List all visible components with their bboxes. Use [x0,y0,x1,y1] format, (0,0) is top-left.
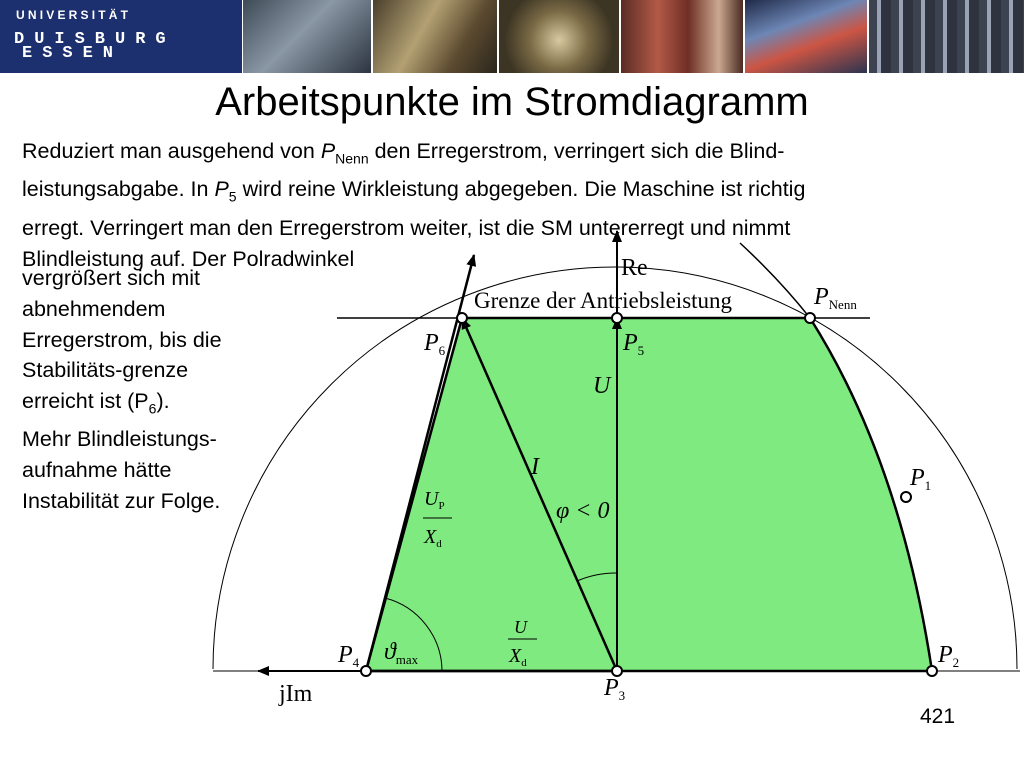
page-number: 421 [920,705,956,728]
intro-text-3: leistungsabgabe. In [22,177,215,202]
p-symbol: P [320,139,336,163]
intro-text-6: Blindleistung auf. Der Polradwinkel [22,246,355,271]
label-p2: $P_2$ [938,642,960,670]
logo-essen-text: ESSEN [22,44,124,63]
label-up-denominator: $X_d$ [424,526,442,550]
label-p6: $P_6$ [424,330,446,358]
label-up-numerator: $U_P$ [424,488,445,512]
label-u-vector: U [593,373,611,399]
operating-region [366,318,932,671]
label-u-denominator: $X_d$ [509,645,527,669]
logo-duisburg-text: DUISBURG [14,30,176,49]
point-p6[interactable] [457,313,467,323]
label-p3: $P_3$ [604,675,626,703]
side-text-1: vergrößert sich mit abnehmendem Erregerstrom, bis die Stabilitäts-grenze erreicht ist (P [22,266,222,414]
p-symbol: P [214,177,229,202]
intro-text-5: erregt. Verringert man den Erregerstrom weiter, ist die SM untererregt und nimmt [22,215,791,240]
label-u-numerator: U [514,617,527,637]
point-p4[interactable] [361,666,371,676]
slide-title: Arbeitspunkte im Stromdiagramm [215,80,809,124]
drive-power-limit-label: Grenze der Antriebsleistung [474,288,733,313]
intro-text-2: den Erregerstrom, verringert sich die Blind- [368,139,785,163]
nenn-subscript: Nenn [335,150,369,167]
intro-text-1: Reduziert man ausgehend von [22,139,321,163]
point-p5[interactable] [612,313,622,323]
label-theta-max: $ϑ_{max}$ [384,639,419,667]
side-text-2: ). Mehr Blindleistungs-aufnahme hätte Instabilität zur Folge. [22,389,221,513]
p5-subscript: 5 [228,188,237,205]
excitation-limit-arc [740,243,810,318]
intro-text-4: wird reine Wirkleistung abgegeben. Die Maschine ist richtig [236,177,806,202]
label-pnenn: $P_{Nenn}$ [814,284,857,312]
label-p1: $P_1$ [910,465,932,493]
re-axis-label: Re [621,255,648,281]
label-p4: $P_4$ [338,642,360,670]
label-phi: φ < 0 [556,498,610,524]
label-p5: $P_5$ [623,330,645,358]
point-p1[interactable] [901,492,911,502]
p6-subscript: 6 [148,400,157,417]
logo-university-text: UNIVERSITÄT [16,8,132,22]
jim-axis-label: jIm [279,681,313,707]
point-pnenn[interactable] [805,313,815,323]
label-i-vector: I [531,454,539,480]
point-p2[interactable] [927,666,937,676]
